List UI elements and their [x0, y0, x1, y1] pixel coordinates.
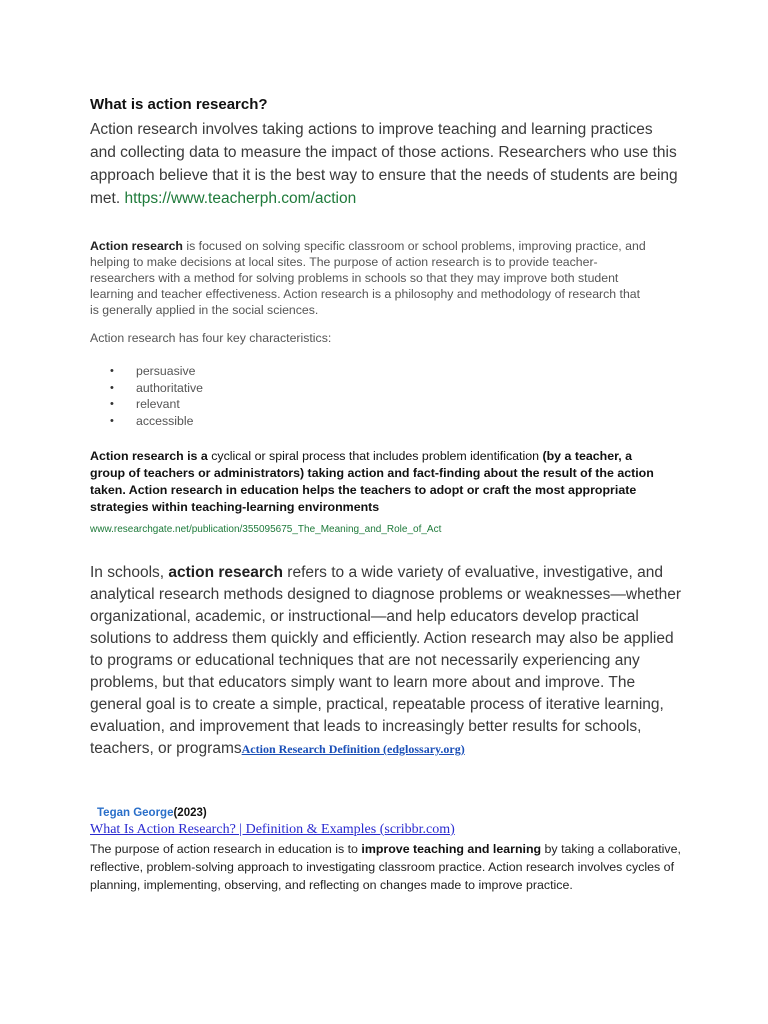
author-name-link[interactable]: Tegan George	[97, 807, 174, 819]
list-item: • persuasive	[110, 363, 203, 380]
purpose-paragraph	[90, 840, 690, 894]
list-item: • accessible	[110, 413, 203, 430]
teacherph-link[interactable]: https://www.teacherph.com/action	[124, 190, 357, 207]
researchgate-link[interactable]: www.researchgate.net/publication/355095675_The_Meaning_and_Role_of_Act	[90, 524, 442, 535]
edglossary-link[interactable]: Action Research Definition (edglossary.org)	[241, 742, 465, 756]
definition-text: is focused on solving specific classroom or school problems, improving practice, and helping to make decisions at local sites. The purpose of action research is to provide teacher-researchers with a method for solving problems in schools so that they may improve both student learning and teacher effectiveness. Action research is a philosophy and methodology of research that is generally applied in the social sciences.	[90, 239, 646, 317]
characteristics-list	[110, 363, 203, 429]
cyclical-bold-2: (by a teacher, a group of teachers or administrators) taking action and fact-finding about the result of the action taken. Action research in education helps the teachers to adopt or craft the most appropriate strategies within teaching-learning environments	[90, 449, 654, 514]
intro-paragraph	[90, 118, 680, 210]
definition-bold: Action research	[90, 239, 183, 253]
purpose-text: by taking a collaborative, reflective, problem-solving approach to investigating classroom practice. Action research involves cycles of planning, implementing, observing, and reflecting on changes made to improve practice.	[90, 842, 681, 892]
scribbr-link[interactable]: What Is Action Research? | Definition & Examples (scribbr.com)	[90, 822, 455, 837]
cyclical-bold-1: Action research is a	[90, 449, 208, 463]
author-citation	[97, 807, 207, 819]
list-item: • authoritative	[110, 380, 203, 397]
schools-bold: action research	[168, 564, 283, 581]
cyclical-process-paragraph	[90, 448, 670, 516]
page-title: What is action research?	[90, 96, 268, 113]
purpose-bold: improve teaching and learning	[361, 842, 542, 856]
schools-paragraph	[90, 562, 690, 760]
schools-text: refers to a wide variety of evaluative, investigative, and analytical research methods designed to diagnose problems or weaknesses—whether organizational, academic, or instructional—and help educators develop practical solutions to address them quickly and efficiently. Action research may also be applied to programs or educational techniques that are not necessarily experiencing any problems, but that educators simply want to learn more about and improve. The general goal is to create a simple, practical, repeatable process of iterative learning, evaluation, and improvement that leads to increasingly better results for schools, teachers, or programs	[90, 564, 682, 757]
definition-paragraph	[90, 238, 650, 318]
list-item: • relevant	[110, 396, 203, 413]
characteristics-intro: Action research has four key characteristics:	[90, 331, 332, 345]
author-year: (2023)	[173, 807, 207, 819]
schools-pre: In schools,	[90, 564, 169, 581]
cyclical-text: cyclical or spiral process that includes problem identification	[207, 449, 543, 463]
purpose-pre: The purpose of action research in education is to	[90, 842, 362, 856]
intro-text: Action research involves taking actions to improve teaching and learning practices and collecting data to measure the impact of those actions. Researchers who use this approach believe that it is the best way to ensure that the needs of students are being met.	[90, 121, 678, 207]
